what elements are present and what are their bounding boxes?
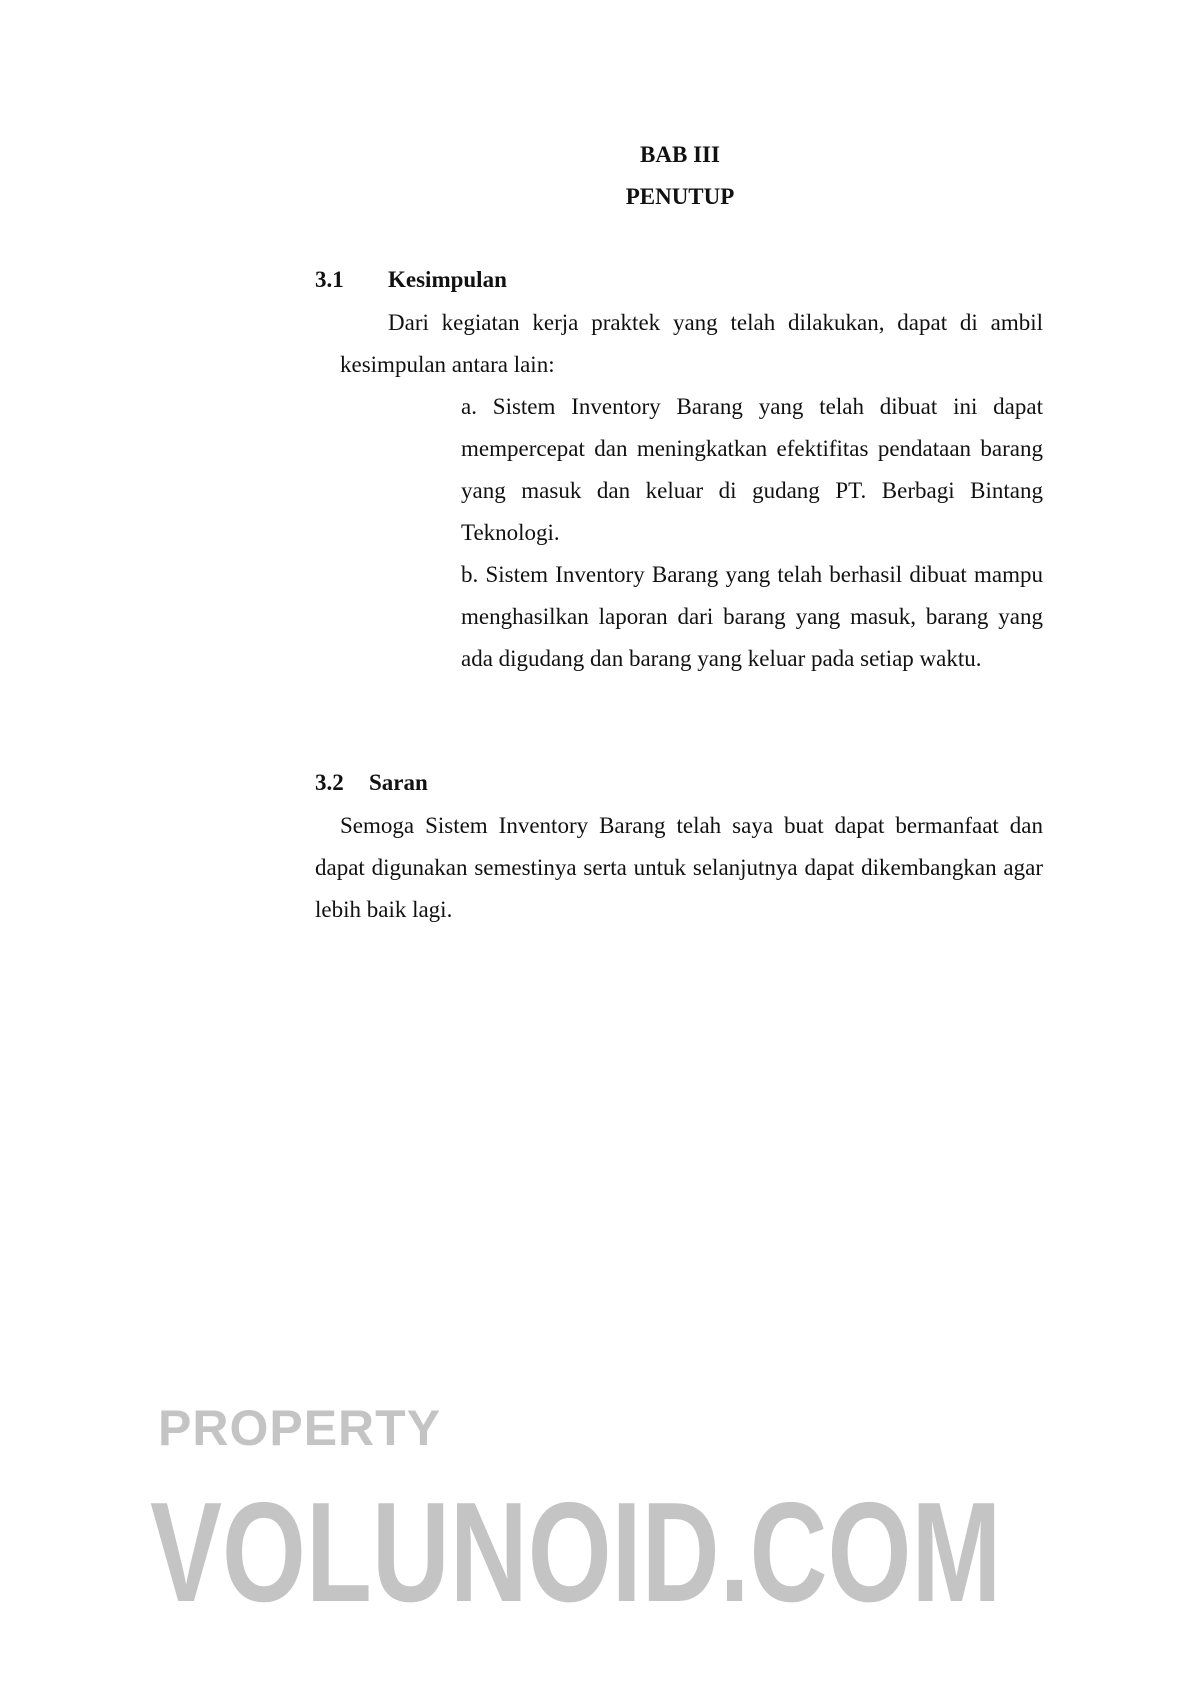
section-number: 3.1	[315, 267, 344, 292]
kesimpulan-intro: Dari kegiatan kerja praktek yang telah dilakukan, dapat di ambil	[388, 310, 1043, 335]
watermark-property: PROPERTY	[158, 1400, 442, 1456]
section-title: Kesimpulan	[388, 267, 507, 292]
section-heading-kesimpulan	[315, 265, 507, 295]
kesimpulan-item-a: a. Sistem Inventory Barang yang telah dibuat ini dapat mempercepat dan meningkatkan efektifitas pendataan barang yang masuk dan keluar di gudang PT. Berbagi Bintang Teknologi.	[461, 394, 1043, 545]
saran-body: Semoga Sistem Inventory Barang telah saya buat dapat bermanfaat dan dapat digunakan semestinya serta untuk selanjutnya dapat dikembangkan agar lebih baik lagi.	[315, 813, 1043, 922]
chapter-title: PENUTUP	[625, 184, 735, 209]
section-heading-saran	[315, 768, 428, 798]
section-title: Saran	[369, 770, 428, 795]
kesimpulan-intro-continued: kesimpulan antara lain:	[340, 352, 555, 377]
section-number: 3.2	[315, 770, 344, 795]
watermark-site: VOLUNOID.COM	[150, 1473, 1002, 1632]
chapter-number: BAB III	[640, 142, 720, 167]
kesimpulan-item-b: b. Sistem Inventory Barang yang telah berhasil dibuat mampu menghasilkan laporan dari barang yang masuk, barang yang ada digudang dan barang yang keluar pada setiap waktu.	[461, 562, 1043, 671]
